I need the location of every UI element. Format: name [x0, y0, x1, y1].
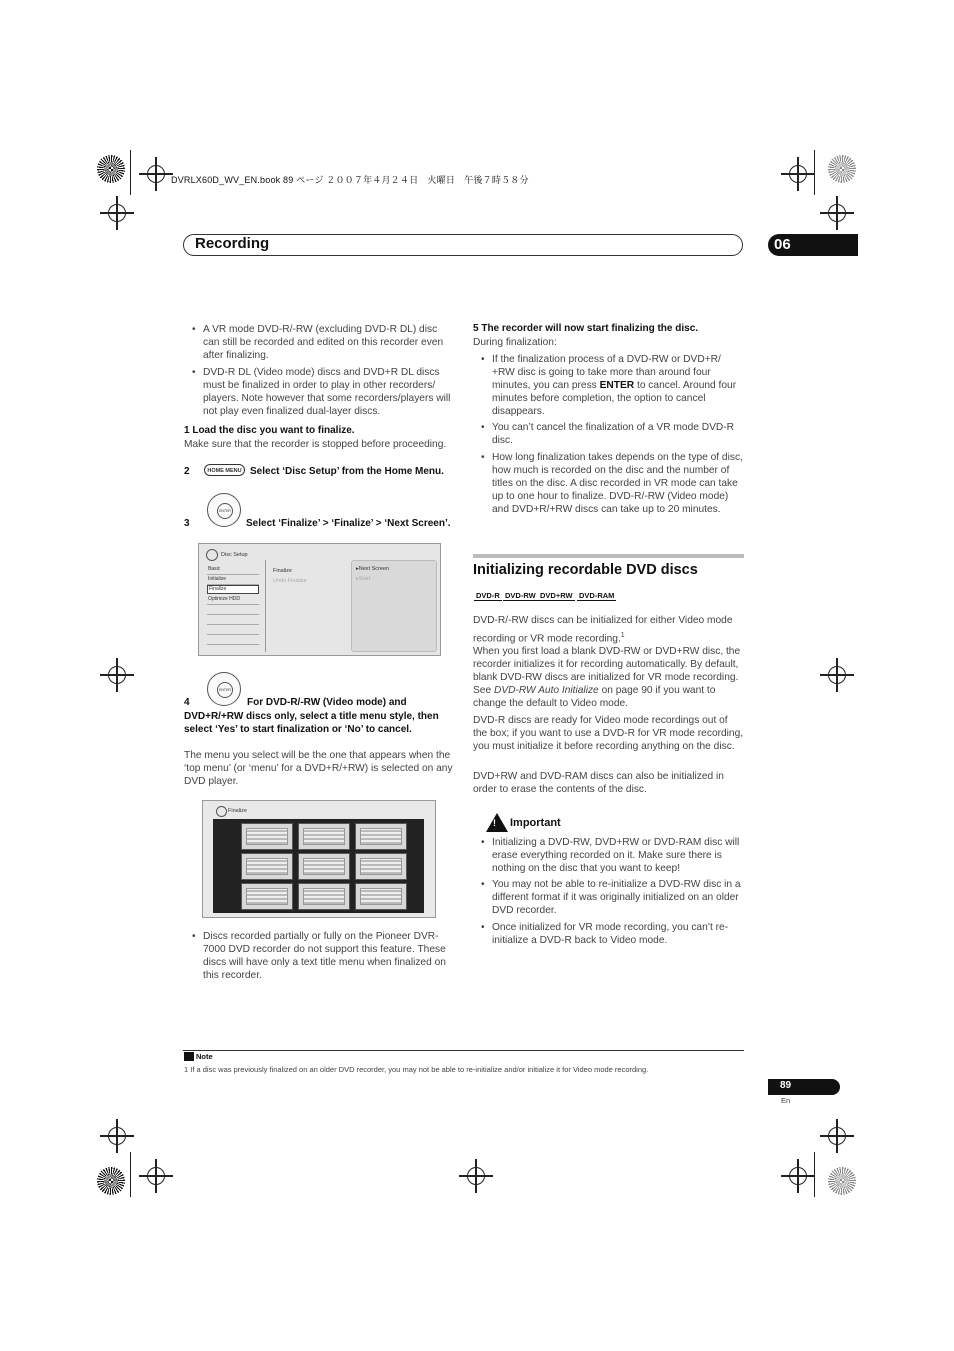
menu-style-thumbnail[interactable]	[355, 823, 407, 850]
step-4-heading: DVD+R/+RW discs only, select a title menu style, then select ‘Yes’ to start finalization or ‘No’ to cancel.	[184, 711, 439, 735]
paragraph: DVD-R/-RW discs can be initialized for either Video mode recording or VR mode recording.$^1$	[473, 615, 733, 645]
crosshair-mark	[108, 666, 126, 684]
bullet-dot: •	[481, 879, 485, 890]
crosshair-mark	[828, 666, 846, 684]
bullet-dot: •	[481, 837, 485, 848]
option-finalize[interactable]: Finalize	[273, 568, 292, 574]
note-label: Note	[196, 1052, 213, 1061]
crosshair-mark	[108, 1127, 126, 1145]
crosshair-mark	[789, 1167, 807, 1185]
bullet-text: If the finalization process of a DVD-RW or DVD+R/ +RW disc is going to take more than around four minutes, you can press	[492, 354, 721, 391]
book-info: DVRLX60D_WV_EN.book 89 ページ ２００７年４月２４日 火曜日 午後７時５８分	[171, 175, 529, 185]
bullet-dot: •	[481, 354, 485, 365]
disc-icon	[206, 549, 218, 561]
bullet-text: Once initialized for VR mode recording, you can’t re-initialize a DVD-R back to Video mode.	[492, 922, 729, 946]
bullet-dot: •	[481, 922, 485, 933]
paragraph: When you first load a blank DVD-RW or DVD+RW disc, the recorder initializes it for recording automatically. By default, blank DVD-RW discs are initialized for VR mode recording. See DVD-RW Auto Initialize on page 90 if you want to change the default to Video mode.	[473, 646, 741, 709]
step-3-number: 3	[184, 518, 190, 529]
menu-style-thumbnail[interactable]	[241, 823, 293, 850]
disc-tag-dvd-ram: DVD-RAM	[579, 591, 615, 600]
crosshair-mark	[789, 165, 807, 183]
step-4-number: 4	[184, 697, 190, 708]
step-2-heading: Select ‘Disc Setup’ from the Home Menu.	[250, 466, 444, 477]
home-menu-button-icon: HOME MENU	[204, 464, 245, 476]
menu-row-empty	[207, 636, 259, 645]
menu-item-finalize[interactable]: Finalize	[207, 585, 259, 594]
right-panel	[351, 560, 437, 652]
section-title: Initializing recordable DVD discs	[473, 562, 698, 578]
registration-starburst	[828, 1167, 856, 1195]
crosshair-mark	[147, 165, 165, 183]
bullet-text: to cancel. Around four minutes before completion, the option to cancel disappears.	[492, 380, 737, 417]
crosshair-mark	[828, 1127, 846, 1145]
page-number: 89	[780, 1080, 792, 1091]
cross-reference: DVD-RW Auto Initialize	[493, 685, 599, 696]
menu-style-thumbnail[interactable]	[241, 853, 293, 880]
footnote-text: 1 If a disc was previously finalized on an older DVD recorder, you may not be able to re-initialize and/or initialize it for Video mode recording.	[184, 1065, 649, 1074]
menu-style-thumbnail[interactable]	[355, 853, 407, 880]
bullet-text: You may not be able to re-initialize a DVD-RW disc in a different format if it was originally initialized on an older DVD recorder.	[492, 879, 741, 916]
bullet-text: DVD-R DL (Video mode) discs and DVD+R DL discs must be finalized in order to play in other recorders/ players. Note however that some recorders/players will not play even finalized dual-layer discs.	[203, 367, 451, 417]
step-4-heading-line1: For DVD-R/-RW (Video mode) and	[247, 697, 407, 708]
bullet-dot: •	[481, 422, 485, 433]
crop-line	[130, 150, 131, 195]
bullet-dot: •	[192, 324, 196, 335]
enter-icon: ENTER	[217, 503, 233, 519]
menu-item-basic[interactable]: Basic	[207, 566, 259, 575]
important-icon-glyph: !	[493, 818, 496, 828]
enter-key-label: ENTER	[599, 380, 635, 391]
option-next-screen[interactable]: ▸Next Screen	[356, 566, 390, 572]
crosshair-mark	[108, 204, 126, 222]
screen-title: Finalize	[228, 808, 247, 814]
note-icon	[184, 1052, 194, 1061]
page-title: Recording	[195, 235, 270, 252]
crosshair-mark	[147, 1167, 165, 1185]
chapter-number: 06	[774, 236, 791, 253]
menu-row-empty	[207, 606, 259, 615]
crop-line	[130, 1152, 131, 1197]
menu-style-thumbnail[interactable]	[241, 883, 293, 910]
step-4-body: The menu you select will be the one that appears when the ‘top menu’ (or ‘menu’ for a DVD+R/+RW) is selected on any DVD player.	[184, 750, 453, 787]
crosshair-mark	[467, 1167, 485, 1185]
disc-tag-dvd-plus-rw: DVD+RW	[540, 591, 573, 600]
finalize-screen	[202, 800, 436, 918]
menu-item-initialize[interactable]: Initialize	[207, 576, 259, 585]
chapter-badge	[768, 234, 858, 256]
menu-row-empty	[207, 616, 259, 625]
registration-starburst	[97, 1167, 125, 1195]
dpad-icon	[207, 493, 241, 527]
disc-setup-screen	[198, 543, 441, 656]
bullet-text: You can’t cancel the finalization of a VR mode DVD-R disc.	[492, 422, 734, 446]
option-undo-finalize[interactable]: Undo Finalize	[273, 578, 307, 584]
screen-title: Disc Setup	[221, 552, 248, 558]
step-3-heading: Select ‘Finalize’ > ‘Finalize’ > ‘Next Screen’.	[246, 518, 451, 529]
disc-tag-dvd-r: DVD-R	[476, 591, 500, 600]
registration-starburst	[828, 155, 856, 183]
bullet-dot: •	[481, 452, 485, 463]
paragraph: DVD-R discs are ready for Video mode recordings out of the box; if you want to use a DVD-R for VR mode recording, you must initialize it before recording anything on the disc.	[473, 715, 744, 752]
footnote-ref: 1	[620, 632, 625, 639]
step-1-heading: 1 Load the disc you want to finalize.	[184, 425, 355, 436]
step-5-heading: 5 The recorder will now start finalizing the disc.	[473, 323, 699, 334]
section-divider	[473, 554, 744, 558]
crosshair-mark	[828, 204, 846, 222]
registration-starburst	[97, 155, 125, 183]
crop-line	[814, 1152, 815, 1197]
page-number-pill	[768, 1079, 840, 1095]
menu-style-thumbnail[interactable]	[298, 883, 350, 910]
important-icon	[486, 813, 508, 832]
step-5-body: During finalization:	[473, 337, 557, 348]
bullet-text: Discs recorded partially or fully on the Pioneer DVR-7000 DVD recorder do not support this feature. These discs will have only a text title menu when finalized on this recorder.	[203, 931, 446, 981]
bullet-text: A VR mode DVD-R/-RW (excluding DVD-R DL) disc can still be recorded and edited on this recorder even after finalizing.	[203, 324, 444, 361]
paragraph: DVD+RW and DVD-RAM discs can also be initialized in order to erase the contents of the disc.	[473, 771, 724, 795]
note-divider	[183, 1050, 744, 1051]
disc-tag-dvd-rw: DVD-RW	[505, 591, 536, 600]
menu-style-thumbnail[interactable]	[298, 853, 350, 880]
language-code: En	[781, 1096, 791, 1105]
step-2-number: 2	[184, 466, 190, 477]
step-1-body: Make sure that the recorder is stopped before proceeding.	[184, 439, 447, 450]
menu-row-empty	[207, 626, 259, 635]
important-label: Important	[510, 817, 561, 829]
crop-line	[814, 150, 815, 195]
option-start[interactable]: ▸Start	[356, 576, 371, 582]
bullet-dot: •	[192, 367, 196, 378]
enter-icon: ENTER	[217, 682, 233, 698]
bullet-dot: •	[192, 931, 196, 942]
dpad-icon	[207, 672, 241, 706]
bullet-text: Initializing a DVD-RW, DVD+RW or DVD-RAM disc will erase everything recorded on it. Make sure there is nothing on the disc that you want to keep!	[492, 837, 740, 874]
menu-style-thumbnail[interactable]	[298, 823, 350, 850]
bullet-text: How long finalization takes depends on the type of disc, how much is recorded on the disc and the number of titles on the disc. A disc recorded in VR mode can take up to one hour to finalize. DVD-R/-RW (Video mode) and DVD+R/+RW discs can take up to 20 minutes.	[492, 452, 743, 515]
menu-style-thumbnail[interactable]	[355, 883, 407, 910]
disc-icon	[216, 806, 227, 817]
menu-item-optimize-hdd[interactable]: Optimize HDD	[207, 596, 259, 605]
